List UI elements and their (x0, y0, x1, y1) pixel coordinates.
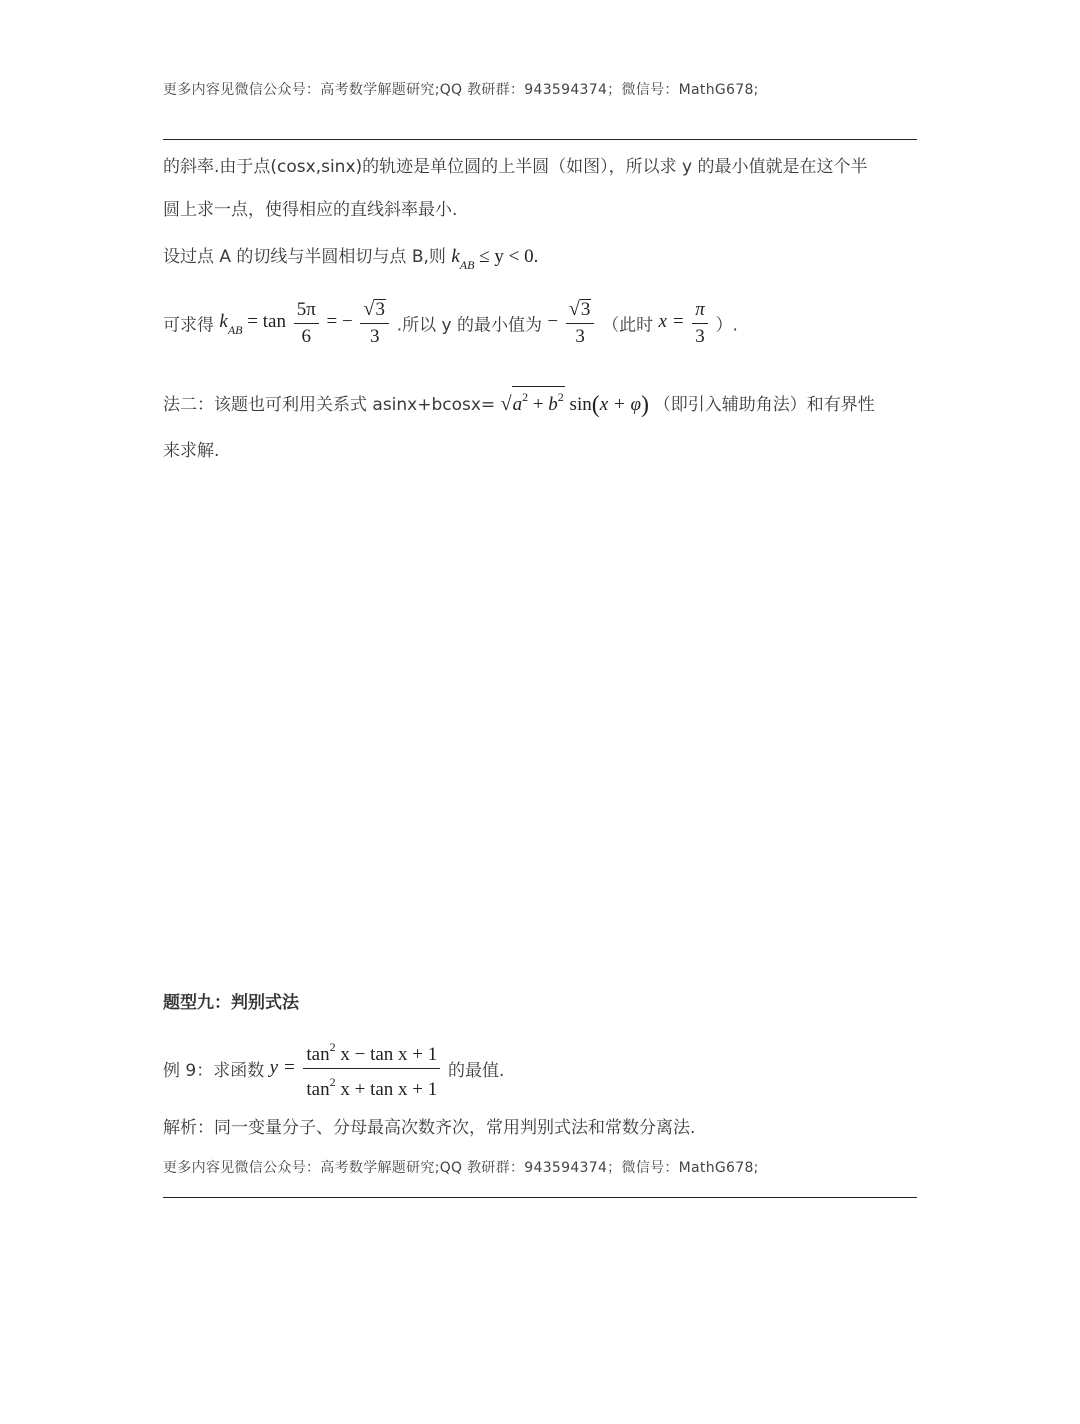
analysis-text: 解析：同一变量分子、分母最高次数齐次，常用判别式法和常数分离法. (163, 1118, 696, 1138)
example-function-formula: y = $\frac{\tan^2 x - \tan x + 1}{\tan^2 x + \tan x + 1}$ (270, 1057, 448, 1078)
page-footer: 更多内容见微信公众号：高考数学解题研究;QQ 教研群：943594374；微信号：MathG678; (163, 1160, 759, 1176)
paragraph-line-3 (163, 242, 538, 273)
paragraph-line-5: 法二：该题也可利用关系式 $asinx+bcosx= √a^2 + b^2$ sin(x + φ) （即引入辅助角法）和有界性 (163, 386, 875, 419)
fraction-min-value: $\frac{√3}{3}$ (566, 298, 594, 348)
section-title: 题型九：判别式法 (163, 993, 299, 1013)
footer-rule (163, 1197, 917, 1198)
header-rule (163, 139, 917, 140)
line4-formula: $k_{AB} = \tan$ $\frac{5\pi}{6}$ = − $\frac{√3}{3}$ (219, 311, 396, 332)
function-fraction: $\frac{\tan^2 x - \tan x + 1}{\tan^2 x + \tan x + 1}$ (303, 1036, 440, 1101)
line3-text: 设过点 A 的切线与半圆相切与点 B,则 (163, 247, 446, 267)
fraction-pi-over-3: $\frac{\pi}{3}$ (692, 299, 708, 348)
fraction-5pi-over-6: $\frac{5\pi}{6}$ (294, 299, 319, 348)
fraction-sqrt3-over-3: $\frac{√3}{3}$ (360, 298, 388, 348)
line3-formula: $k_{AB} \le y < 0$. (451, 246, 539, 272)
example-9: 例 9：求函数 y = $\frac{\tan^2 x - \tan x + 1}{\tan^2 x + \tan x + 1}$ 的最值. (163, 1036, 504, 1101)
page-header: 更多内容见微信公众号：高考数学解题研究;QQ 教研群：943594374；微信号：MathG678; (163, 82, 759, 98)
paragraph-line-6: 来求解. (163, 441, 220, 461)
auxiliary-angle-formula: $√a^2 + b^2$ sin(x + φ) (501, 394, 654, 415)
paragraph-line-1: 的斜率.由于点(cosx,sinx)的轨迹是单位圆的上半圆（如图），所以求 y 的最小值就是在这个半 (163, 157, 868, 177)
paragraph-line-4: 可求得 $k_{AB} = \tan$ $\frac{5\pi}{6}$ = − $\frac{√3}{3}$ .所以 y 的最小值为 − $\frac{√3}{3}$ （此时 x = $\frac{\pi}{3}$ ）. (163, 298, 738, 347)
paragraph-line-2: 圆上求一点，使得相应的直线斜率最小. (163, 200, 458, 220)
